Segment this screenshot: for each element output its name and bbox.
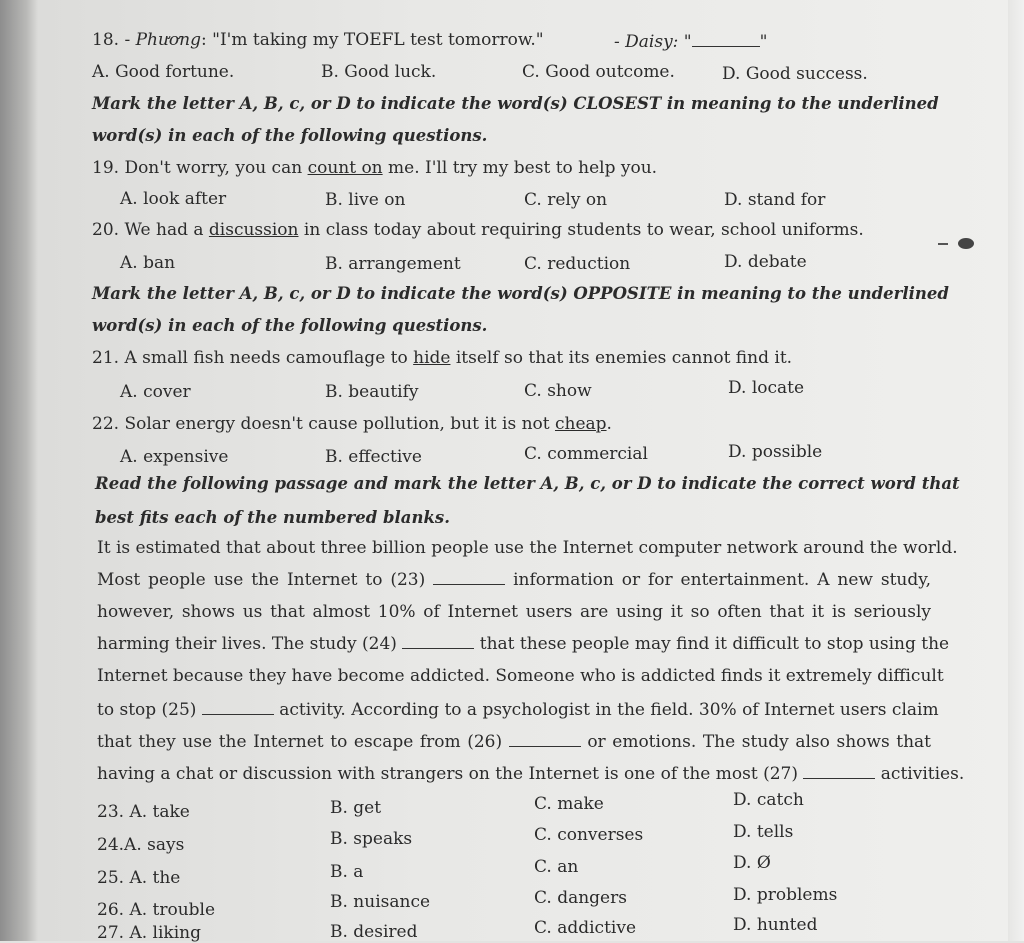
q25-option-d: D. Ø xyxy=(733,853,771,873)
margin-dash xyxy=(938,243,948,245)
passage-l7b: or emotions. The study also shows that xyxy=(587,732,931,752)
instruction-passage-line2: best fits each of the numbered blanks. xyxy=(95,508,450,527)
passage-l8b: activities. xyxy=(880,764,965,784)
q27-option-c: C. addictive xyxy=(534,918,636,938)
q21-option-a: A. cover xyxy=(120,382,191,402)
passage-line-5: Internet because they have become addicted. Someone who is addicted finds it extremely difficult xyxy=(97,666,944,686)
q19-option-b: B. live on xyxy=(325,190,406,210)
page-left-edge xyxy=(0,0,38,941)
passage-l2b: information or for entertainment. A new study, xyxy=(513,570,931,590)
question-22-stem xyxy=(92,414,612,434)
q25-option-c: C. an xyxy=(534,857,579,877)
q26-option-b: B. nuisance xyxy=(330,892,431,912)
passage-line-1: It is estimated that about three billion people use the Internet computer network around the world. xyxy=(97,538,958,558)
question-21-stem xyxy=(92,348,792,368)
passage-line-7 xyxy=(97,732,931,752)
q19-option-c: C. rely on xyxy=(524,190,608,210)
page-right-edge xyxy=(1008,0,1024,941)
blank-27 xyxy=(803,765,875,779)
q25-option-b: B. a xyxy=(330,862,364,882)
q23-option-c: C. make xyxy=(534,794,604,814)
passage-l4a: harming their lives. The study (24) xyxy=(97,634,397,654)
q19-post: me. I'll try my best to help you. xyxy=(382,158,658,178)
q23-option-d: D. catch xyxy=(733,790,804,810)
ink-blot-mark xyxy=(958,238,974,249)
q18-option-c: C. Good outcome. xyxy=(522,62,675,82)
q21-option-c: C. show xyxy=(524,381,592,401)
question-20-stem xyxy=(92,220,864,240)
q22-option-b: B. effective xyxy=(325,447,422,467)
q20-post: in class today about requiring students to wear, school uniforms. xyxy=(298,220,864,240)
q24-option-c: C. converses xyxy=(534,825,644,845)
blank-23 xyxy=(433,571,505,585)
blank-25 xyxy=(202,701,274,715)
blank-24 xyxy=(402,635,474,649)
question-19-stem xyxy=(92,158,657,178)
q22-option-a: A. expensive xyxy=(120,447,229,467)
q20-option-c: C. reduction xyxy=(524,254,631,274)
q22-option-d: D. possible xyxy=(728,442,823,462)
q23-option-a: 23. A. take xyxy=(97,802,190,822)
answer-blank xyxy=(692,33,760,47)
q23-option-b: B. get xyxy=(330,798,382,818)
q19-underlined: count on xyxy=(307,158,383,178)
q26-option-a: 26. A. trouble xyxy=(97,900,216,920)
passage-line-8 xyxy=(97,764,965,784)
q20-option-b: B. arrangement xyxy=(325,254,461,274)
passage-l7a: that they use the Internet to escape from (26) xyxy=(97,732,503,752)
q18-quote: : "I'm taking my TOEFL test tomorrow." xyxy=(201,30,544,50)
passage-l4b: that these people may find it difficult to stop using the xyxy=(479,634,950,654)
passage-line-2 xyxy=(97,570,931,590)
q24-option-b: B. speaks xyxy=(330,829,413,849)
passage-l8a: having a chat or discussion with strangers on the Internet is one of the most (27) xyxy=(97,764,798,784)
passage-l6a: to stop (25) xyxy=(97,700,197,720)
q21-underlined: hide xyxy=(413,348,451,368)
instruction-passage-line1: Read the following passage and mark the letter A, B, c, or D to indicate the correct word that xyxy=(95,474,960,493)
instruction-closest-line1: Mark the letter A, B, c, or D to indicate the word(s) CLOSEST in meaning to the underlined xyxy=(92,94,939,113)
q18-close-quote: " xyxy=(759,32,768,52)
passage-line-4 xyxy=(97,634,950,654)
q21-post: itself so that its enemies cannot find it. xyxy=(450,348,793,368)
instruction-opposite-line1: Mark the letter A, B, c, or D to indicate the word(s) OPPOSITE in meaning to the underlined xyxy=(92,284,949,303)
passage-line-6 xyxy=(97,700,939,720)
q18-speaker2: - Daisy: " xyxy=(614,32,692,52)
question-18-stem xyxy=(92,30,544,50)
q27-option-a: 27. A. liking xyxy=(97,923,201,943)
q21-option-d: D. locate xyxy=(728,378,805,398)
q26-option-d: D. problems xyxy=(733,885,838,905)
q18-option-d: D. Good success. xyxy=(722,64,868,84)
question-18-response xyxy=(614,32,767,52)
q18-option-b: B. Good luck. xyxy=(321,62,437,82)
q27-option-d: D. hunted xyxy=(733,915,818,935)
passage-l2a: Most people use the Internet to (23) xyxy=(97,570,426,590)
q27-option-b: B. desired xyxy=(330,922,418,942)
q26-option-c: C. dangers xyxy=(534,888,627,908)
q18-speaker: Phương xyxy=(135,30,201,50)
q22-pre: 22. Solar energy doesn't cause pollution, but it is not xyxy=(92,414,555,434)
q20-option-a: A. ban xyxy=(120,253,176,273)
passage-l6b: activity. According to a psychologist in the field. 30% of Internet users claim xyxy=(279,700,939,720)
q25-option-a: 25. A. the xyxy=(97,868,181,888)
q19-pre: 19. Don't worry, you can xyxy=(92,158,308,178)
q20-pre: 20. We had a xyxy=(92,220,209,240)
q21-pre: 21. A small fish needs camouflage to xyxy=(92,348,414,368)
blank-26 xyxy=(509,733,581,747)
q18-prefix: 18. - xyxy=(92,30,136,50)
q18-option-a: A. Good fortune. xyxy=(92,62,235,82)
q24-option-a: 24.A. says xyxy=(97,835,185,855)
instruction-closest-line2: word(s) in each of the following questions. xyxy=(92,126,488,145)
instruction-opposite-line2: word(s) in each of the following questions. xyxy=(92,316,488,335)
q24-option-d: D. tells xyxy=(733,822,794,842)
q22-underlined: cheap xyxy=(554,414,607,434)
q20-option-d: D. debate xyxy=(724,252,807,272)
q22-post: . xyxy=(606,414,612,434)
q19-option-a: A. look after xyxy=(120,189,227,209)
q22-option-c: C. commercial xyxy=(524,444,648,464)
q20-underlined: discussion xyxy=(208,220,299,240)
q21-option-b: B. beautify xyxy=(325,382,419,402)
q19-option-d: D. stand for xyxy=(724,190,826,210)
passage-line-3: however, shows us that almost 10% of Internet users are using it so often that it is seriously xyxy=(97,602,931,622)
